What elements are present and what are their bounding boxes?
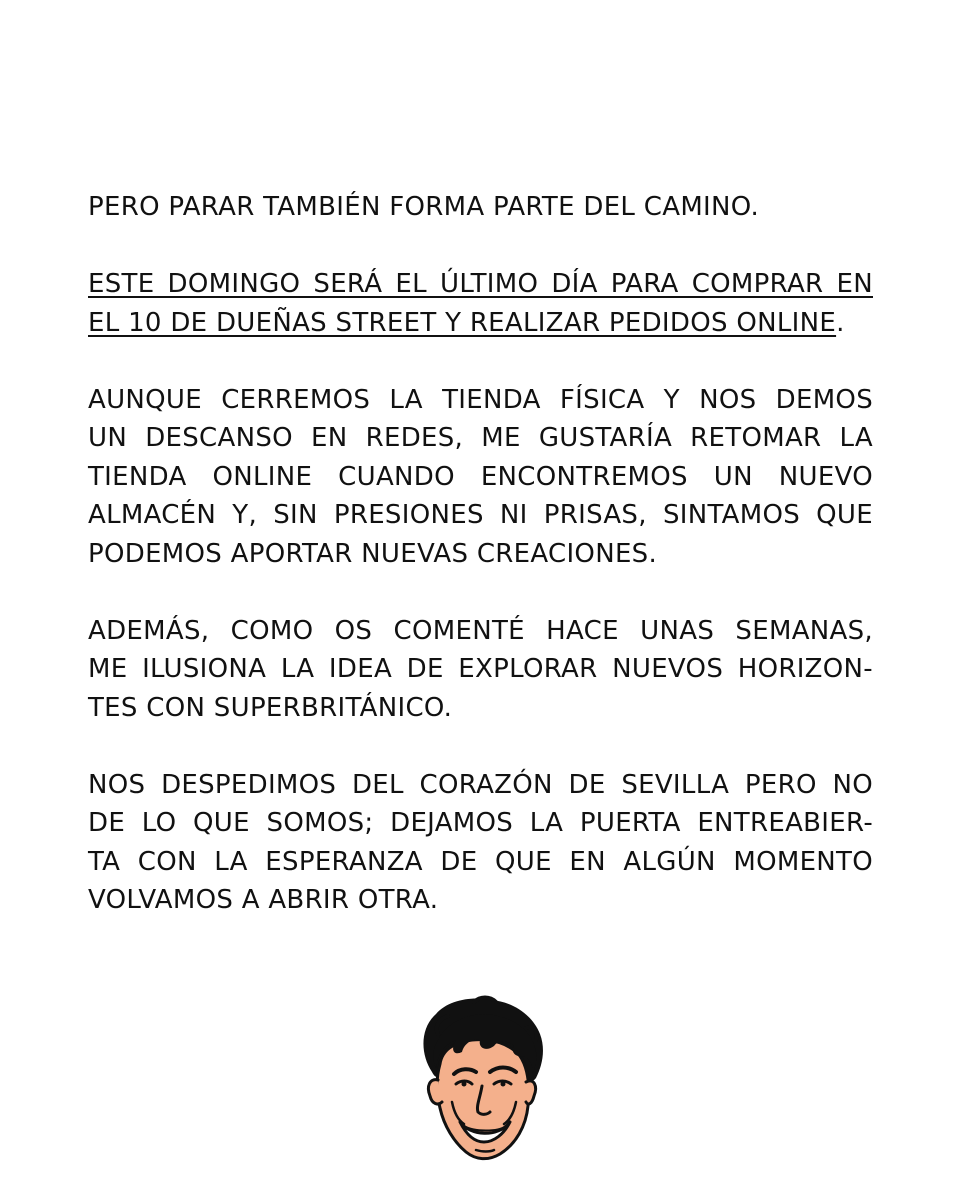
period: .: [836, 307, 845, 338]
underlined-text: EL 10 DE DUEÑAS STREET Y REALIZAR PEDIDOS ONLINE: [88, 307, 837, 338]
announcement-text: [88, 188, 873, 920]
text-line: [88, 265, 873, 304]
text-line: ADEMÁS, COMO OS COMENTÉ HACE UNAS SEMANAS,: [88, 615, 873, 646]
text-line: VOLVAMOS A ABRIR OTRA.: [88, 885, 439, 915]
text-line: ME ILUSIONA LA IDEA DE EXPLORAR NUEVOS HORIZON-: [88, 654, 873, 684]
text-line: TA CON LA ESPERANZA DE QUE EN ALGÚN MOMENTO: [88, 846, 873, 877]
underlined-text: ESTE DOMINGO SERÁ EL ÚLTIMO DÍA PARA COMPRAR EN: [88, 269, 873, 299]
text-line: NOS DESPEDIMOS DEL CORAZÓN DE SEVILLA PERO NO: [88, 769, 873, 800]
paragraph-last-day: [88, 265, 873, 342]
paragraph-intro: [88, 188, 873, 227]
paragraph-closing-store: [88, 381, 873, 574]
face-illustration-icon: [414, 994, 548, 1164]
paragraph-new-horizons: [88, 612, 873, 728]
paragraph-farewell: [88, 766, 873, 920]
text-line: DE LO QUE SOMOS; DEJAMOS LA PUERTA ENTREABIER-: [88, 808, 873, 838]
text-line: UN DESCANSO EN REDES, ME GUSTARÍA RETOMAR LA: [88, 423, 873, 453]
text-line: PODEMOS APORTAR NUEVAS CREACIONES.: [88, 538, 658, 569]
text-line: PERO PARAR TAMBIÉN FORMA PARTE DEL CAMINO.: [88, 192, 760, 222]
text-line: TIENDA ONLINE CUANDO ENCONTREMOS UN NUEVO: [88, 461, 873, 492]
text-line: TES CON SUPERBRITÁNICO.: [88, 692, 453, 723]
text-line: [88, 304, 873, 343]
text-line: ALMACÉN Y, SIN PRESIONES NI PRISAS, SINTAMOS QUE: [88, 500, 873, 530]
text-line: AUNQUE CERREMOS LA TIENDA FÍSICA Y NOS DEMOS: [88, 384, 873, 415]
